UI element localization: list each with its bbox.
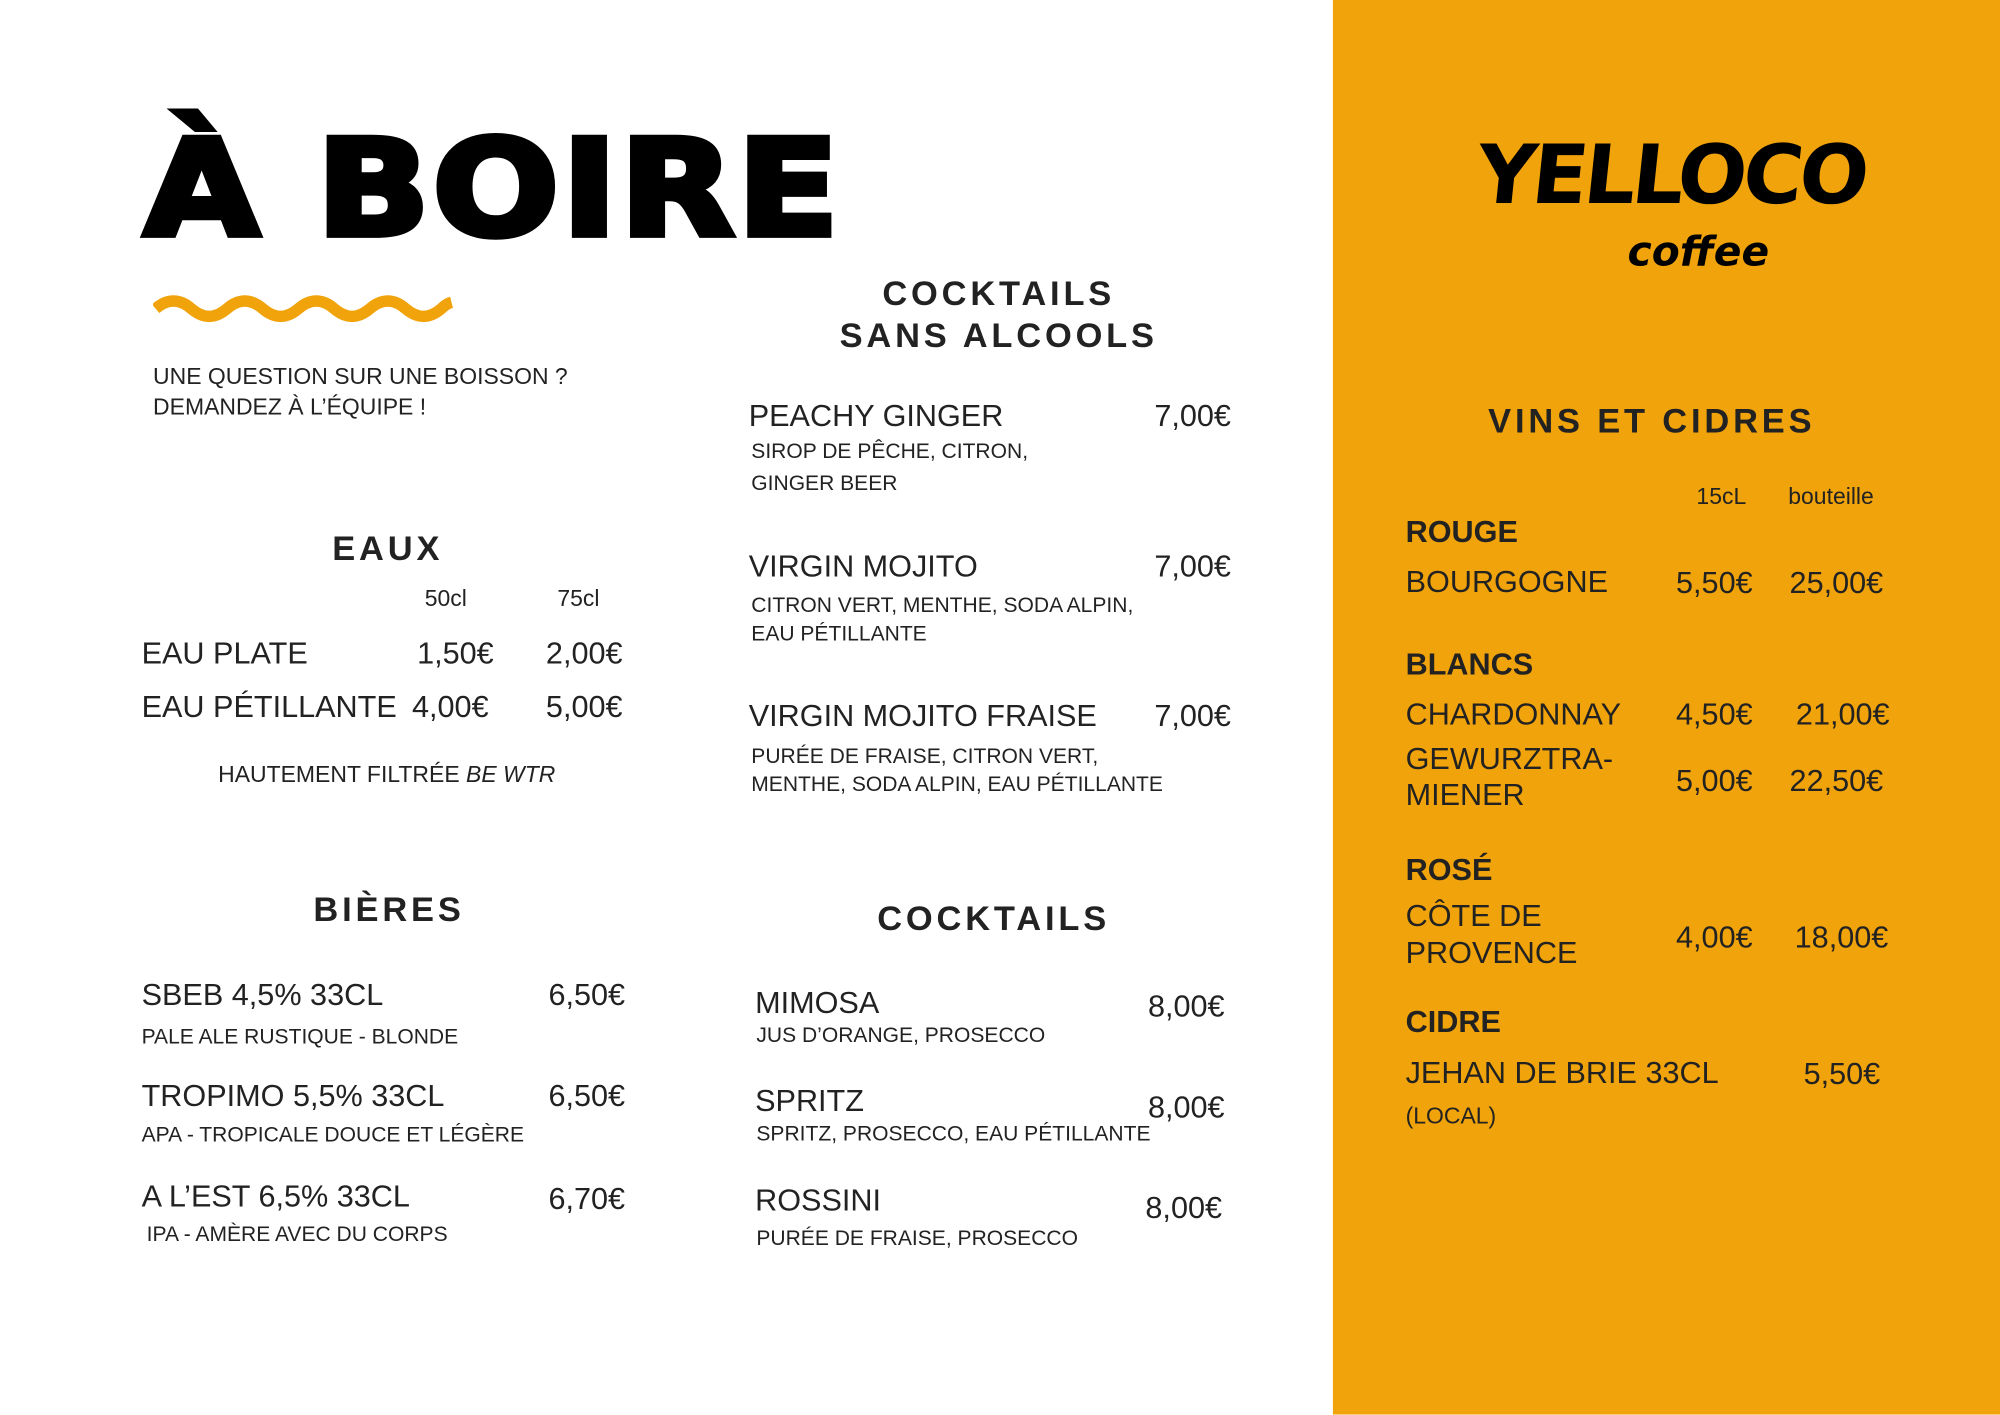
cocktail-desc: SPRITZ, PROSECCO, EAU PÉTILLANTE [756,1122,1151,1146]
cocktail-desc: PURÉE DE FRAISE, PROSECCO [756,1227,1078,1250]
water-note: HAUTEMENT FILTRÉE BE WTR [218,761,556,787]
cocktails-heading: COCKTAILS [877,899,1111,938]
mocktail-price: 7,00€ [1154,549,1231,585]
cocktail-name: MIMOSA [755,985,880,1021]
beer-name: TROPIMO 5,5% 33CL [141,1079,445,1114]
beer-name: SBEB 4,5% 33CL [141,978,384,1013]
cider-name: JEHAN DE BRIE 33CL [1405,1056,1719,1091]
mocktails-heading-2: SANS ALCOOLS [839,316,1158,355]
beer-price: 6,50€ [548,1079,626,1114]
beer-price: 6,50€ [548,978,626,1013]
logo-yelloco: YELLOCO [1472,128,1870,224]
wine-name: CÔTE DE [1405,899,1542,934]
water-price-50: 4,00€ [411,690,489,725]
water-name: EAU PLATE [141,636,308,671]
col-bouteille: bouteille [1788,483,1874,509]
water-price-75: 5,00€ [545,690,623,725]
mocktail-desc: CITRON VERT, MENTHE, SODA ALPIN, [751,594,1134,618]
col-75cl: 75cl [557,585,600,611]
mocktail-desc: MENTHE, SODA ALPIN, EAU PÉTILLANTE [751,772,1163,796]
wave-decoration [153,293,459,326]
cocktail-name: ROSSINI [755,1183,881,1219]
category-cidre: CIDRE [1405,1005,1501,1040]
cocktail-price: 8,00€ [1147,1090,1225,1125]
mocktail-desc: SIROP DE PÊCHE, CITRON, [751,440,1029,464]
mocktail-desc: PURÉE DE FRAISE, CITRON VERT, [751,744,1099,768]
beer-price: 6,70€ [548,1182,626,1217]
mocktails-heading-1: COCKTAILS [882,274,1116,313]
wine-price-bottle: 21,00€ [1795,697,1890,733]
beer-desc: PALE ALE RUSTIQUE - BLONDE [141,1025,459,1049]
beer-desc: IPA - AMÈRE AVEC DU CORPS [146,1223,448,1247]
wine-price-glass: 4,50€ [1676,697,1753,733]
mocktail-desc: EAU PÉTILLANTE [751,622,927,646]
cocktail-price: 8,00€ [1145,1191,1223,1226]
wine-price-glass: 4,00€ [1676,920,1753,956]
cider-price: 5,50€ [1803,1057,1881,1092]
wine-name: GEWURZTRA- [1405,742,1614,777]
cocktail-price: 8,00€ [1147,989,1225,1025]
col-15cl: 15cL [1696,483,1747,509]
page-title: À BOIRE [144,110,842,267]
bieres-heading: BIÈRES [313,890,465,929]
col-50cl: 50cl [424,585,467,611]
wine-name: PROVENCE [1405,936,1578,971]
logo-coffee: coffee [1627,227,1770,276]
mocktail-price: 7,00€ [1154,698,1231,734]
wine-price-bottle: 22,50€ [1789,764,1884,799]
eaux-heading: EAUX [332,529,444,568]
beer-desc: APA - TROPICALE DOUCE ET LÉGÈRE [141,1123,525,1147]
water-price-50: 1,50€ [417,636,494,671]
mocktail-name: PEACHY GINGER [748,399,1004,434]
cocktail-desc: JUS D’ORANGE, PROSECCO [756,1024,1046,1048]
category-rose: ROSÉ [1405,853,1493,888]
beer-name: A L’EST 6,5% 33CL [141,1179,410,1215]
subtitle-line-2: DEMANDEZ À L’ÉQUIPE ! [153,394,427,420]
mocktail-name: VIRGIN MOJITO [748,549,978,585]
water-name: EAU PÉTILLANTE [141,690,397,725]
wine-name: BOURGOGNE [1405,565,1609,600]
wine-name: CHARDONNAY [1405,697,1622,733]
subtitle-line-1: UNE QUESTION SUR UNE BOISSON ? [153,363,568,390]
category-rouge: ROUGE [1405,515,1518,550]
mocktail-price: 7,00€ [1154,399,1231,434]
mocktail-name: VIRGIN MOJITO FRAISE [748,698,1097,734]
water-price-75: 2,00€ [545,636,623,671]
vins-heading: VINS ET CIDRES [1488,401,1816,441]
category-blancs: BLANCS [1405,647,1534,683]
wine-price-glass: 5,00€ [1676,764,1753,799]
mocktail-desc: GINGER BEER [751,471,898,495]
wine-name: MIENER [1405,778,1525,813]
wine-price-bottle: 18,00€ [1794,920,1889,956]
wine-price-glass: 5,50€ [1676,566,1753,601]
cider-note: (LOCAL) [1405,1103,1497,1129]
wine-price-bottle: 25,00€ [1789,566,1884,601]
cocktail-name: SPRITZ [755,1084,864,1119]
